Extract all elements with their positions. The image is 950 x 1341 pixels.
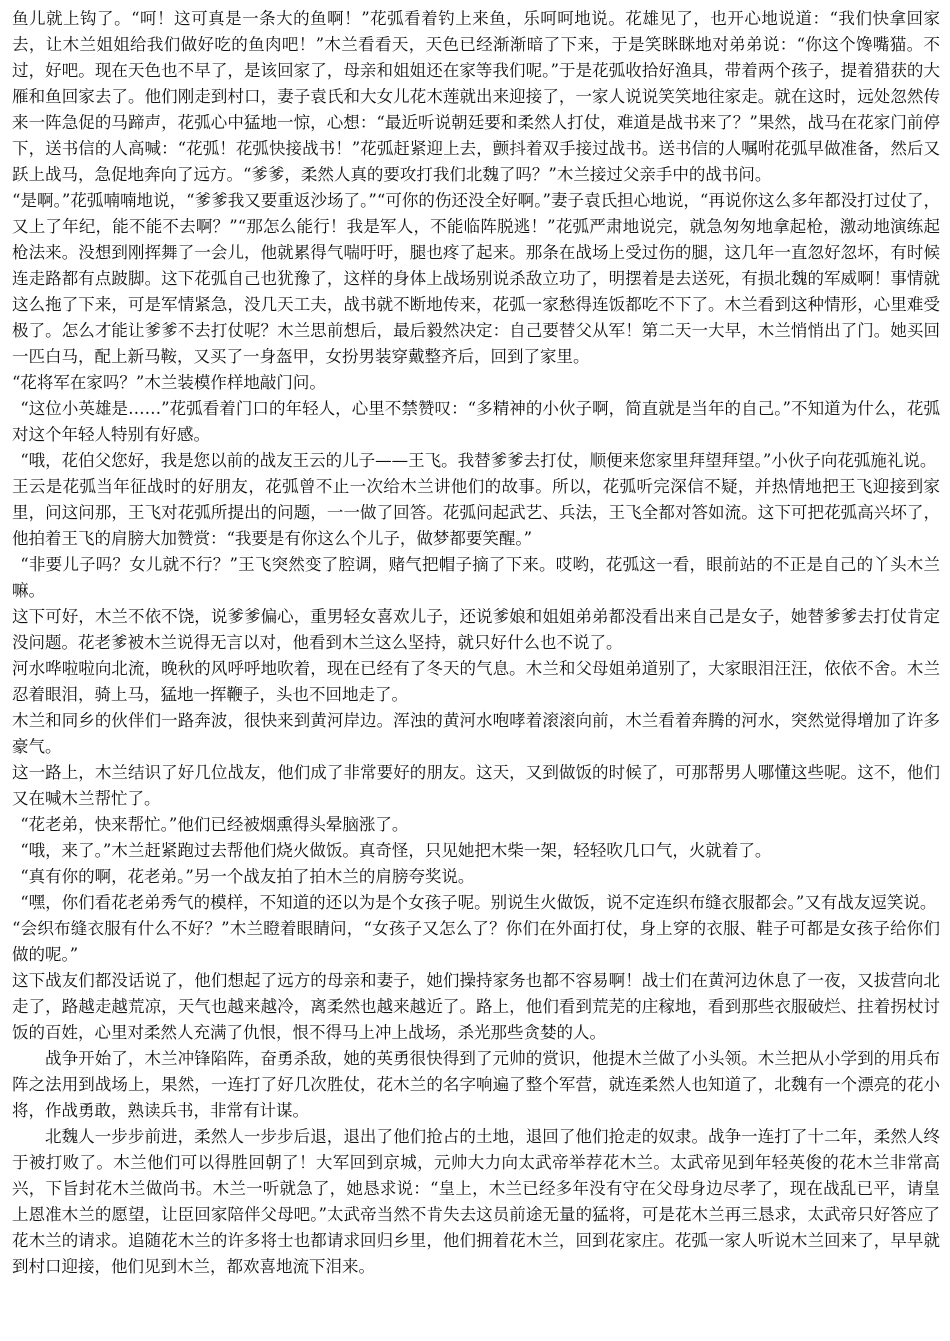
paragraph-4: “这位小英雄是……”花弧看着门口的年轻人，心里不禁赞叹：“多精神的小伙子啊，简直就是当年的自己。”不知道为什么，花弧对这个年轻人特别有好感。 [12, 399, 940, 444]
paragraph-7: “非要儿子吗？女儿就不行？”王飞突然变了腔调，赌气把帽子摘了下来。哎哟，花弧这一看，眼前站的不正是自己的丫头木兰嘛。 [12, 555, 940, 600]
paragraph-16: “会织布缝衣服有什么不好？”木兰瞪着眼睛问，“女孩子又怎么了？你们在外面打仗，身上穿的衣服、鞋子可都是女孩子给你们做的呢。” [12, 919, 940, 964]
paragraph-5: “哦，花伯父您好，我是您以前的战友王云的儿子——王飞。我替爹爹去打仗，顺便来您家里拜望拜望。”小伙子向花弧施礼说。 [20, 451, 937, 470]
paragraph-17: 这下战友们都没话说了，他们想起了远方的母亲和妻子，她们操持家务也都不容易啊！战士们在黄河边休息了一夜，又拔营向北走了，路越走越荒凉，天气也越来越冷，离柔然也越来越近了。路上，他们看到荒芜的庄稼地，看到那些衣服破烂、拄着拐杖讨饭的百姓，心里对柔然人充满了仇恨，恨不得马上冲上战场，杀光那些贪婪的人。 [12, 971, 940, 1042]
paragraph-6: 王云是花弧当年征战时的好朋友，花弧曾不止一次给木兰讲他们的故事。所以，花弧听完深信不疑，并热情地把王飞迎接到家里，问这问那，王飞对花弧所提出的问题，一一做了回答。花弧问起武艺、兵法，王飞全都对答如流。这下可把花弧高兴坏了，他拍着王飞的肩膀大加赞赏：“我要是有你这么个儿子，做梦都要笑醒。” [12, 477, 940, 548]
paragraph-15: “嘿，你们看花老弟秀气的模样，不知道的还以为是个女孩子呢。别说生火做饭，说不定连织布缝衣服都会。”又有战友逗笑说。 [20, 893, 937, 912]
paragraph-11: 这一路上，木兰结识了好几位战友，他们成了非常要好的朋友。这天，又到做饭的时候了，可那帮男人哪懂这些呢。这不，他们又在喊木兰帮忙了。 [12, 763, 940, 808]
paragraph-19: 北魏人一步步前进，柔然人一步步后退，退出了他们抢占的土地，退回了他们抢走的奴隶。战争一连打了十二年，柔然人终于被打败了。木兰他们可以得胜回朝了！大军回到京城，元帅大力向太武帝举荐花木兰。太武帝见到年轻英俊的花木兰非常高兴，下旨封花木兰做尚书。木兰一听就急了，她恳求说：“皇上，木兰已经多年没有守在父母身边尽孝了，现在战乱已平，请皇上恩准木兰的愿望，让臣回家陪伴父母吧。”太武帝当然不肯失去这员前途无量的猛将，可是花木兰再三恳求，太武帝只好答应了花木兰的请求。追随花木兰的许多将士也都请求回归乡里，他们拥着花木兰，回到花家庄。花弧一家人听说木兰回来了，早早就到村口迎接，他们见到木兰，都欢喜地流下泪来。 [12, 1127, 940, 1276]
paragraph-14: “真有你的啊，花老弟。”另一个战友拍了拍木兰的肩膀夸奖说。 [20, 867, 475, 886]
paragraph-1: 鱼儿就上钩了。“呵！这可真是一条大的鱼啊！”花弧看着钓上来鱼，乐呵呵地说。花雄见了，也开心地说道：“我们快拿回家去，让木兰姐姐给我们做好吃的鱼肉吧！”木兰看看天，天色已经渐渐暗了下来，于是笑眯眯地对弟弟说：“你这个馋嘴猫。不过，好吧。现在天色也不早了，是该回家了，母亲和姐姐还在家等我们呢。”于是花弧收拾好渔具，带着两个孩子，提着猎获的大雁和鱼回家去了。他们刚走到村口，妻子袁氏和大女儿花木莲就出来迎接了，一家人说说笑笑地往家走。就在这时，远处忽然传来一阵急促的马蹄声，花弧心中猛地一惊，心想：“最近听说朝廷要和柔然人打仗，难道是战书来了？”果然，战马在花家门前停下，送书信的人高喊：“花弧！花弧快接战书！”花弧赶紧迎上去，颤抖着双手接过战书。送书信的人嘱咐花弧早做准备，然后又跃上战马，急促地奔向了远方。“爹爹，柔然人真的要攻打我们北魏了吗？”木兰接过父亲手中的战书问。 [12, 9, 940, 184]
paragraph-12: “花老弟，快来帮忙。”他们已经被烟熏得头晕脑涨了。 [20, 815, 409, 834]
paragraph-2: “是啊。”花弧喃喃地说，“爹爹我又要重返沙场了。”“可你的伤还没全好啊。”妻子袁氏担心地说，“再说你这么多年都没打过仗了，又上了年纪，能不能不去啊？”“那怎么能行！我是军人，不能临阵脱逃！”花弧严肃地说完，就急匆匆地拿起枪，激动地演练起枪法来。没想到刚挥舞了一会儿，他就累得气喘吁吁，腿也疼了起来。那条在战场上受过伤的腿，这几年一直忽好忽坏，有时候连走路都有点跛脚。这下花弧自己也犹豫了，这样的身体上战场别说杀敌立功了，明摆着是去送死，有损北魏的军威啊！事情就这么拖了下来，可是军情紧急，没几天工夫，战书就不断地传来，花弧一家愁得连饭都吃不下了。木兰看到这种情形，心里难受极了。怎么才能让爹爹不去打仗呢？木兰思前想后，最后毅然决定：自己要替父从军！第二天一大早，木兰悄悄出了门。她买回一匹白马，配上新马鞍，又买了一身盔甲，女扮男装穿戴整齐后，回到了家里。 [12, 191, 940, 366]
paragraph-10: 木兰和同乡的伙伴们一路奔波，很快来到黄河岸边。浑浊的黄河水咆哮着滚滚向前，木兰看着奔腾的河水，突然觉得增加了许多豪气。 [12, 711, 940, 756]
paragraph-3: “花将军在家吗？”木兰装模作样地敲门问。 [12, 373, 326, 392]
paragraph-18: 战争开始了，木兰冲锋陷阵，奋勇杀敌，她的英勇很快得到了元帅的赏识，他提木兰做了小头领。木兰把从小学到的用兵布阵之法用到战场上，果然，一连打了好几次胜仗，花木兰的名字响遍了整个军营，就连柔然人也知道了，北魏有一个漂亮的花小将，作战勇敢，熟读兵书，非常有计谋。 [12, 1049, 940, 1120]
paragraph-9: 河水哗啦啦向北流，晚秋的风呼呼地吹着，现在已经有了冬天的气息。木兰和父母姐弟道别了，大家眼泪汪汪，依依不舍。木兰忍着眼泪，骑上马，猛地一挥鞭子，头也不回地走了。 [12, 659, 940, 704]
paragraph-8: 这下可好，木兰不依不饶，说爹爹偏心，重男轻女喜欢儿子，还说爹娘和姐姐弟弟都没看出来自己是女子，她替爹爹去打仗肯定没问题。花老爹被木兰说得无言以对，他看到木兰这么坚持，就只好什么也不说了。 [12, 607, 940, 652]
paragraph-13: “哦，来了。”木兰赶紧跑过去帮他们烧火做饭。真奇怪，只见她把木柴一架，轻轻吹几口气，火就着了。 [20, 841, 772, 860]
